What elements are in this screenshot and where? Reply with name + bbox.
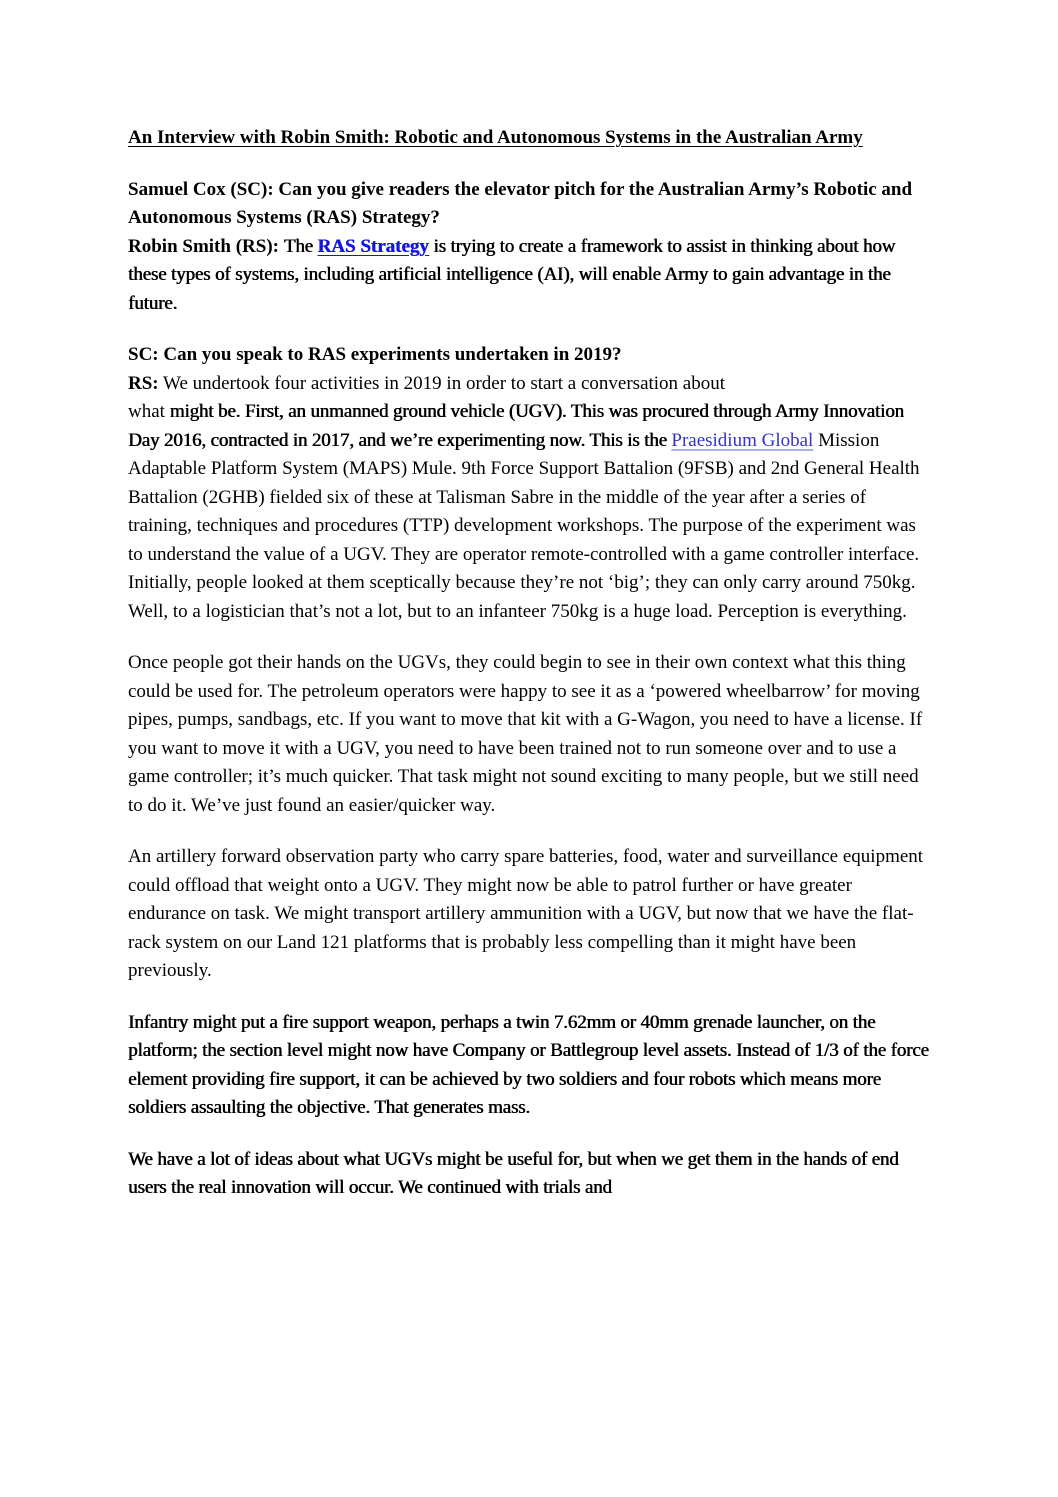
text-run: might be. First, an unmanned ground vehicle (UGV). This was procured through Army Innovation Day 2016, contracted in 2017, and we’re experimenting now. This is the <box>128 401 904 451</box>
para-ideas <box>128 1146 930 1203</box>
text-run: what <box>128 401 170 422</box>
text-run: Infantry might put a fire support weapon, perhaps a twin 7.62mm or 40mm grenade launcher, on the platform; the section level might now have Company or Battlegroup level assets. Instead of 1/3 of the force element providing fire support, it can be achieved by two soldiers and four robots which means more soldiers assaulting the objective. That generates mass. <box>128 1011 929 1118</box>
qa-2019-experiments <box>128 341 930 626</box>
text-run: Samuel Cox (SC): Can you give readers the elevator pitch for the Australian Army’s Robotic and Autonomous Systems (RAS) Strategy? <box>128 178 913 228</box>
text-run: We undertook four activities in 2019 in order to start a conversation about <box>158 372 726 394</box>
qa-elevator-pitch <box>128 176 930 319</box>
para-infantry <box>128 1009 930 1123</box>
praesidium-global-link[interactable]: Praesidium Global <box>671 429 814 451</box>
document-title <box>128 124 930 153</box>
text-run: An Interview with Robin Smith: Robotic and Autonomous Systems in the Australian Army <box>128 127 863 148</box>
text-run: The <box>283 235 318 257</box>
text-run: SC: Can you speak to RAS experiments undertaken in 2019? <box>128 344 622 365</box>
document-body <box>128 124 930 1203</box>
text-run: is trying to create a framework to assist in thinking about how these types of systems, including artificial intelligence (AI), will enable Army to gain advantage in the future. <box>128 235 896 314</box>
text-run: An artillery forward observation party who carry spare batteries, food, water and surveillance equipment could offload that weight onto a UGV. They might now be able to patrol further or have greater endurance on task. We might transport artillery ammunition with a UGV, but now that we have the flat-rack system on our Land 121 platforms that is probably less compelling than it might have been previously. <box>128 846 924 981</box>
ras-strategy-link[interactable]: RAS Strategy <box>317 235 429 257</box>
text-run: Robin Smith (RS): <box>128 235 284 257</box>
para-ugv-context <box>128 649 930 820</box>
para-artillery <box>128 843 930 986</box>
text-run: We have a lot of ideas about what UGVs might be useful for, but when we get them in the hands of end users the real innovation will occur. We continued with trials and <box>128 1148 899 1198</box>
text-run: RS: <box>128 372 159 394</box>
text-run: Once people got their hands on the UGVs, they could begin to see in their own context what this thing could be used for. The petroleum operators were happy to see it as a ‘powered wheelbarrow’ for moving pipes, pumps, sandbags, etc. If you want to move that kit with a G-Wagon, you need to have a license. If you want to move it with a UGV, you need to have been trained not to run someone over and to use a game controller; it’s much quicker. That task might not sound exciting to many people, but we still need to do it. We’ve just found an easier/quicker way. <box>128 652 923 816</box>
text-run: Mission Adaptable Platform System (MAPS) Mule. 9th Force Support Battalion (9FSB) and 2nd General Health Battalion (2GHB) fielded six of these at Talisman Sabre in the middle of the year after a series of training, techniques and procedures (TTP) development workshops. The purpose of the experiment was to understand the value of a UGV. They are operator remote-controlled with a game controller interface. Initially, people looked at them sceptically because they’re not ‘big’; they can only carry around 750kg. Well, to a logistician that’s not a lot, but to an infanteer 750kg is a huge load. Perception is everything. <box>128 429 920 622</box>
